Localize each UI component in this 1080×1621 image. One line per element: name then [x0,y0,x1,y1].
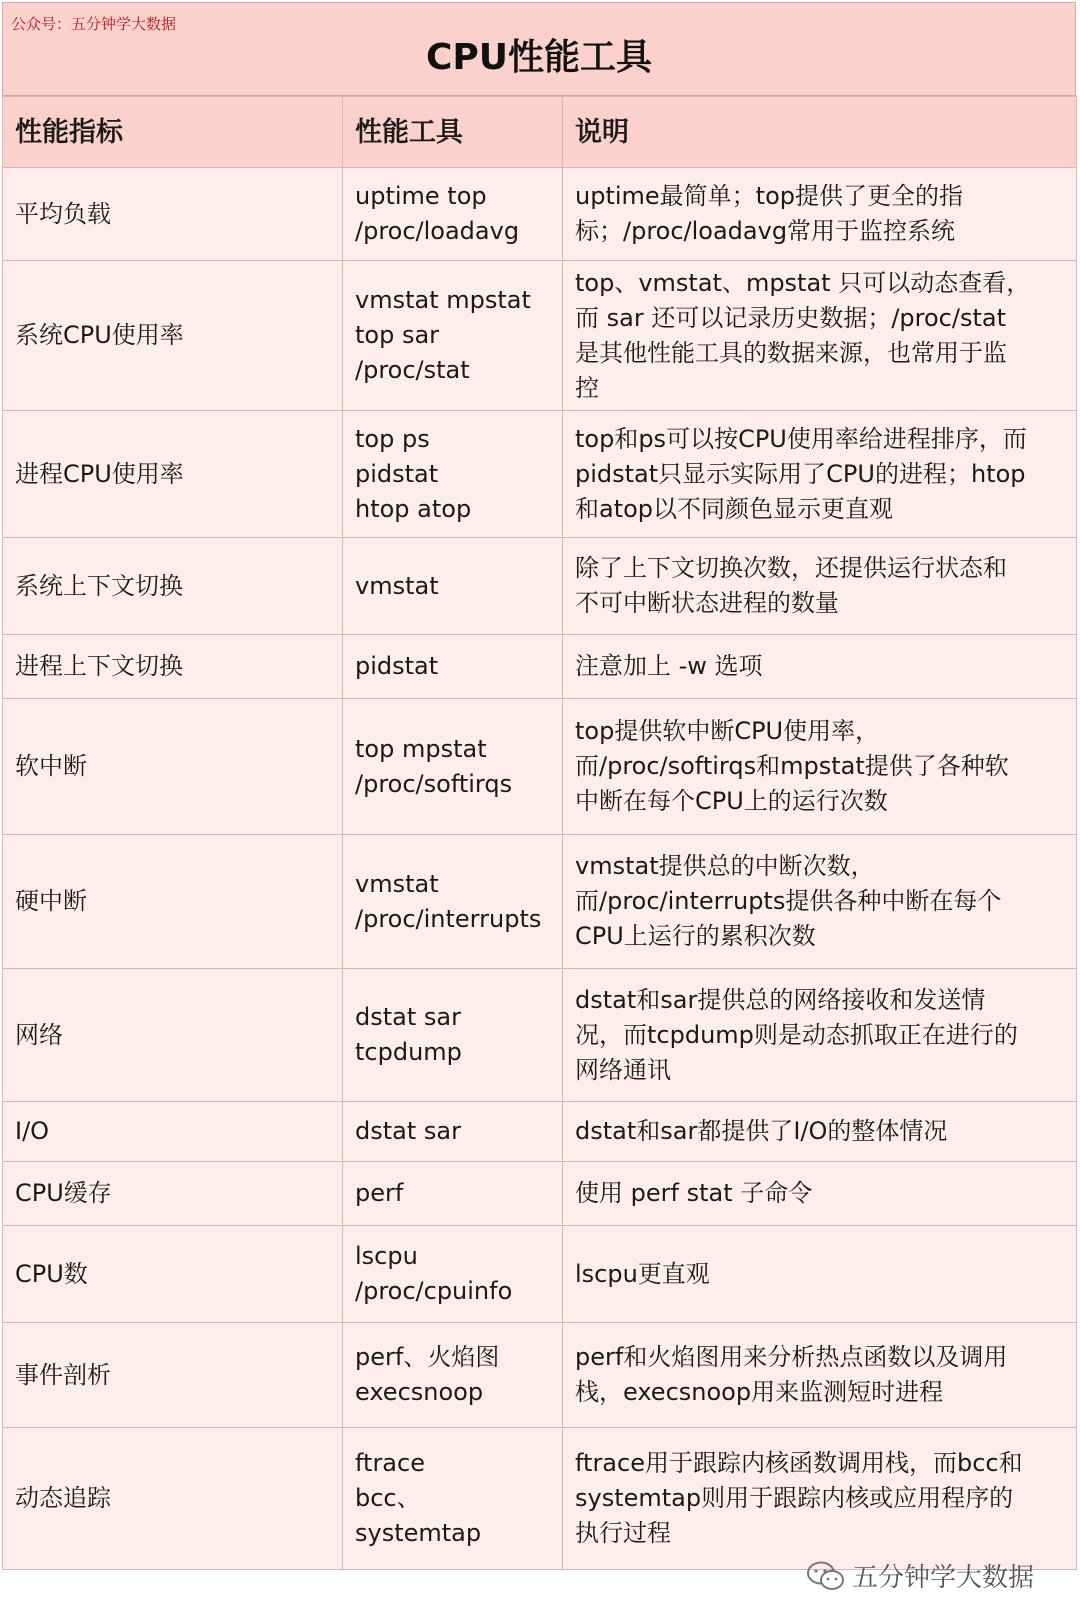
watermark [806,1557,1034,1594]
description-line: 而/proc/softirqs和mpstat提供了各种软 [575,752,1009,780]
tools-cell [343,1428,563,1570]
tool-line: /proc/loadavg [355,217,520,245]
description-line: uptime最简单；top提供了更全的指 [575,182,963,210]
description-line: 控 [575,373,599,402]
column-header-metric: 性能指标 [3,97,343,168]
page-title: CPU性能工具 [425,37,653,78]
tools-cell [343,1323,563,1428]
metric-cell: 事件剖析 [3,1323,343,1428]
tool-line: dstat sar [355,1117,461,1145]
table-row [3,411,1077,538]
table-row [3,835,1077,969]
metric-cell: 硬中断 [3,835,343,969]
table-row [3,1428,1077,1570]
description-line: 和atop以不同颜色显示更直观 [575,494,894,523]
description-line: lscpu更直观 [575,1259,710,1288]
tools-cell [343,835,563,969]
description-line: ftrace用于跟踪内核函数调用栈，而bcc和 [575,1449,1023,1477]
tool-line: /proc/softirqs [355,769,513,798]
tool-line: ftrace [355,1449,425,1477]
metric-cell: CPU缓存 [3,1162,343,1226]
tool-line: /proc/stat [355,356,470,384]
tool-line: perf [355,1179,404,1207]
tools-cell [343,1226,563,1323]
cpu-tools-table [2,96,1077,1570]
table-row [3,1226,1077,1323]
description-cell [563,835,1077,969]
tool-line: lscpu [355,1242,418,1270]
description-cell [563,261,1077,411]
watermark-text: 五分钟学大数据 [852,1563,1035,1593]
table-row [3,699,1077,835]
metric-cell: 平均负载 [3,168,343,261]
metric-cell: 软中断 [3,699,343,835]
description-line: 注意加上 -w 选项 [575,652,763,680]
tools-cell [343,411,563,538]
tools-cell [343,168,563,261]
tools-cell [343,538,563,635]
description-line: 而/proc/interrupts提供各种中断在每个 [575,887,1002,915]
wechat-icon [806,1560,846,1592]
description-line: 网络通讯 [575,1055,671,1084]
description-cell [563,168,1077,261]
description-line: 不可中断状态进程的数量 [575,589,839,617]
tool-line: /proc/interrupts [355,904,542,933]
tool-line: execsnoop [355,1378,484,1406]
tools-cell [343,1162,563,1226]
tool-line: dstat sar [355,1003,461,1031]
account-label: 公众号：五分钟学大数据 [11,15,177,33]
description-line: top和ps可以按CPU使用率给进程排序，而 [575,424,1027,453]
description-cell [563,699,1077,835]
description-cell [563,538,1077,635]
tool-line: htop atop [355,494,472,523]
tool-line: tcpdump [355,1038,462,1066]
table-row [3,1323,1077,1428]
description-cell [563,1428,1077,1570]
tool-line: top ps [355,424,430,453]
metric-cell: 进程上下文切换 [3,635,343,699]
description-line: 除了上下文切换次数，还提供运行状态和 [575,554,1007,582]
description-line: dstat和sar都提供了I/O的整体情况 [575,1117,948,1145]
tools-cell [343,1102,563,1162]
description-line: 而 sar 还可以记录历史数据；/proc/stat [575,303,1006,332]
table-row [3,538,1077,635]
tool-line: /proc/cpuinfo [355,1277,513,1305]
metric-cell: I/O [3,1102,343,1162]
table-row [3,261,1077,411]
description-line: perf和火焰图用来分析热点函数以及调用 [575,1343,1008,1371]
title-bar [2,2,1076,96]
table-row [3,1162,1077,1226]
metric-cell: CPU数 [3,1226,343,1323]
description-cell [563,635,1077,699]
table-header-row [3,97,1077,168]
tool-line: top sar [355,321,440,349]
tool-line: vmstat mpstat [355,286,531,314]
description-line: 使用 perf stat 子命令 [575,1179,813,1207]
tool-line: vmstat [355,571,439,600]
column-header-tools: 性能工具 [343,97,563,168]
table-row [3,1102,1077,1162]
description-line: vmstat提供总的中断次数， [575,852,875,880]
description-line: 中断在每个CPU上的运行次数 [575,787,888,815]
description-line: systemtap则用于跟踪内核或应用程序的 [575,1484,1014,1512]
tool-line: pidstat [355,459,439,488]
table-row [3,635,1077,699]
description-line: 执行过程 [575,1519,671,1547]
description-cell [563,411,1077,538]
description-line: CPU上运行的累积次数 [575,922,816,950]
metric-cell: 系统CPU使用率 [3,261,343,411]
description-line: dstat和sar提供总的网络接收和发送情 [575,985,986,1014]
tools-cell [343,699,563,835]
description-line: top提供软中断CPU使用率， [575,717,880,745]
description-cell [563,1162,1077,1226]
description-line: 况，而tcpdump则是动态抓取正在进行的 [575,1020,1018,1049]
tool-line: systemtap [355,1519,482,1547]
metric-cell: 网络 [3,969,343,1102]
column-header-description: 说明 [563,97,1077,168]
description-line: top、vmstat、mpstat 只可以动态查看， [575,268,1031,297]
tool-line: perf、火焰图 [355,1343,500,1371]
description-cell [563,969,1077,1102]
tool-line: uptime top [355,182,487,210]
metric-cell: 进程CPU使用率 [3,411,343,538]
metric-cell: 系统上下文切换 [3,538,343,635]
tool-line: pidstat [355,652,439,680]
table-row [3,168,1077,261]
description-line: 是其他性能工具的数据来源，也常用于监 [575,338,1007,367]
description-line: 标；/proc/loadavg常用于监控系统 [575,217,956,245]
metric-cell: 动态追踪 [3,1428,343,1570]
description-cell [563,1102,1077,1162]
description-line: pidstat只显示实际用了CPU的进程；htop [575,459,1026,488]
tools-cell [343,969,563,1102]
tools-cell [343,635,563,699]
description-line: 栈，execsnoop用来监测短时进程 [575,1378,944,1406]
description-cell [563,1226,1077,1323]
tool-line: top mpstat [355,734,487,763]
tools-cell [343,261,563,411]
tool-line: vmstat [355,869,439,898]
tool-line: bcc、 [355,1484,421,1512]
description-cell [563,1323,1077,1428]
table-row [3,969,1077,1102]
